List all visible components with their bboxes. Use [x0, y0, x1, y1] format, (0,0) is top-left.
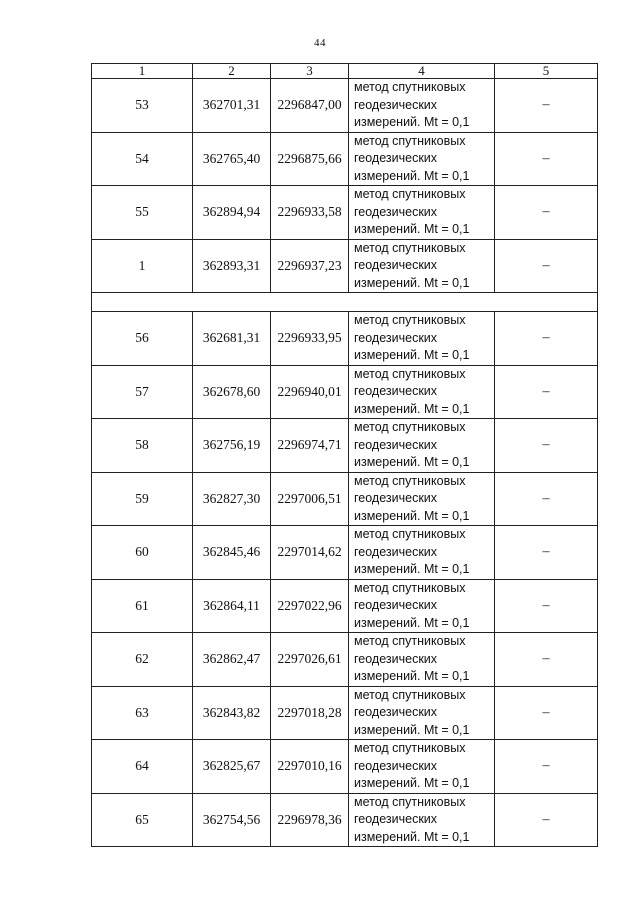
point-number-cell: 56 [92, 312, 193, 366]
method-line: метод спутниковых [354, 527, 466, 541]
method-line: измерений. Mt = 0,1 [354, 168, 470, 183]
method-line: метод спутниковых [354, 240, 466, 255]
point-number-cell: 63 [92, 686, 193, 740]
note-cell: – [495, 633, 598, 687]
method-line: измерений. Mt = 0,1 [354, 829, 470, 844]
method-line: измерений. Mt = 0,1 [354, 776, 470, 790]
method-line: геодезических [354, 384, 438, 398]
note-cell: – [495, 793, 598, 847]
method-line: измерений. Mt = 0,1 [354, 508, 470, 523]
table-row [92, 472, 598, 526]
method-line: геодезических [354, 812, 438, 826]
note-cell: – [495, 365, 598, 419]
method-line: метод спутниковых [354, 366, 466, 381]
column-header-note: 5 [495, 64, 598, 79]
table-body [92, 79, 598, 847]
point-number-cell: 61 [92, 579, 193, 633]
table-row [92, 365, 598, 419]
column-header-point: 1 [92, 64, 193, 79]
method-line: геодезических [354, 598, 438, 612]
method-line: метод спутниковых [354, 741, 466, 755]
column-header-x: 2 [193, 64, 271, 79]
y-coordinate-cell: 2296940,01 [271, 365, 349, 419]
x-coordinate-cell: 362825,67 [193, 740, 271, 794]
note-cell: – [495, 132, 598, 186]
column-header-y: 3 [271, 64, 349, 79]
method-line: метод спутниковых [354, 313, 466, 327]
point-number-cell: 54 [92, 132, 193, 186]
page-number: 44 [314, 37, 326, 49]
y-coordinate-cell: 2296937,23 [271, 239, 349, 293]
method-line: измерений. Mt = 0,1 [354, 275, 470, 290]
group-separator-cell [92, 293, 598, 312]
method-line: геодезических [354, 544, 438, 559]
y-coordinate-cell: 2296875,66 [271, 132, 349, 186]
table-row [92, 79, 598, 133]
y-coordinate-cell: 2297018,28 [271, 686, 349, 740]
method-cell [349, 419, 495, 473]
method-cell [349, 186, 495, 240]
x-coordinate-cell: 362843,82 [193, 686, 271, 740]
x-coordinate-cell: 362845,46 [193, 526, 271, 580]
coordinates-table [91, 63, 598, 847]
table-row [92, 686, 598, 740]
point-number-cell: 1 [92, 239, 193, 293]
x-coordinate-cell: 362681,31 [193, 312, 271, 366]
method-line: метод спутниковых [354, 634, 466, 648]
y-coordinate-cell: 2297022,96 [271, 579, 349, 633]
method-line: геодезических [354, 151, 438, 165]
point-number-cell: 58 [92, 419, 193, 473]
note-cell: – [495, 686, 598, 740]
method-line: измерений. Mt = 0,1 [354, 669, 470, 683]
y-coordinate-cell: 2297026,61 [271, 633, 349, 687]
point-number-cell: 64 [92, 740, 193, 794]
table-row [92, 793, 598, 847]
method-line: метод спутниковых [354, 187, 466, 201]
method-line: геодезических [354, 651, 438, 666]
y-coordinate-cell: 2296978,36 [271, 793, 349, 847]
note-cell: – [495, 239, 598, 293]
y-coordinate-cell: 2296933,58 [271, 186, 349, 240]
method-cell [349, 793, 495, 847]
y-coordinate-cell: 2296847,00 [271, 79, 349, 133]
point-number-cell: 65 [92, 793, 193, 847]
column-header-method: 4 [349, 64, 495, 79]
x-coordinate-cell: 362893,31 [193, 239, 271, 293]
x-coordinate-cell: 362765,40 [193, 132, 271, 186]
method-cell [349, 239, 495, 293]
method-line: геодезических [354, 437, 438, 452]
method-line: измерений. Mt = 0,1 [354, 562, 470, 576]
point-number-cell: 59 [92, 472, 193, 526]
y-coordinate-cell: 2297010,16 [271, 740, 349, 794]
note-cell: – [495, 579, 598, 633]
table-row [92, 579, 598, 633]
y-coordinate-cell: 2297014,62 [271, 526, 349, 580]
method-line: геодезических [354, 491, 438, 505]
table-row [92, 419, 598, 473]
method-line: измерений. Mt = 0,1 [354, 455, 470, 469]
method-line: измерений. Mt = 0,1 [354, 615, 470, 630]
method-line: метод спутниковых [354, 794, 466, 809]
point-number-cell: 60 [92, 526, 193, 580]
method-line: метод спутниковых [354, 420, 466, 434]
method-line: метод спутниковых [354, 80, 466, 94]
x-coordinate-cell: 362701,31 [193, 79, 271, 133]
method-cell [349, 312, 495, 366]
table-row [92, 740, 598, 794]
method-line: геодезических [354, 258, 438, 272]
note-cell: – [495, 186, 598, 240]
note-cell: – [495, 472, 598, 526]
note-cell: – [495, 419, 598, 473]
group-separator-row [92, 293, 598, 312]
method-cell [349, 365, 495, 419]
method-cell [349, 472, 495, 526]
table-row [92, 633, 598, 687]
note-cell: – [495, 79, 598, 133]
method-line: метод спутниковых [354, 687, 466, 702]
note-cell: – [495, 526, 598, 580]
method-line: метод спутниковых [354, 133, 466, 148]
point-number-cell: 62 [92, 633, 193, 687]
table-row [92, 239, 598, 293]
table-row [92, 132, 598, 186]
method-line: метод спутниковых [354, 473, 466, 488]
method-line: геодезических [354, 705, 438, 719]
table-row [92, 312, 598, 366]
method-cell [349, 633, 495, 687]
x-coordinate-cell: 362864,11 [193, 579, 271, 633]
y-coordinate-cell: 2296933,95 [271, 312, 349, 366]
method-cell [349, 740, 495, 794]
method-line: измерений. Mt = 0,1 [354, 401, 470, 416]
method-line: метод спутниковых [354, 580, 466, 595]
method-cell [349, 79, 495, 133]
x-coordinate-cell: 362894,94 [193, 186, 271, 240]
point-number-cell: 57 [92, 365, 193, 419]
table-header-row [92, 64, 598, 79]
note-cell: – [495, 312, 598, 366]
x-coordinate-cell: 362678,60 [193, 365, 271, 419]
point-number-cell: 53 [92, 79, 193, 133]
x-coordinate-cell: 362756,19 [193, 419, 271, 473]
table-row [92, 526, 598, 580]
method-line: измерений. Mt = 0,1 [354, 222, 470, 236]
method-line: измерений. Mt = 0,1 [354, 115, 470, 129]
method-cell [349, 132, 495, 186]
point-number-cell: 55 [92, 186, 193, 240]
method-line: измерений. Mt = 0,1 [354, 348, 470, 362]
method-line: геодезических [354, 204, 438, 219]
y-coordinate-cell: 2296974,71 [271, 419, 349, 473]
note-cell: – [495, 740, 598, 794]
method-line: геодезических [354, 97, 438, 112]
x-coordinate-cell: 362827,30 [193, 472, 271, 526]
method-cell [349, 686, 495, 740]
x-coordinate-cell: 362754,56 [193, 793, 271, 847]
method-line: измерений. Mt = 0,1 [354, 722, 470, 737]
method-cell [349, 526, 495, 580]
method-line: геодезических [354, 758, 438, 773]
method-line: геодезических [354, 330, 438, 345]
table-row [92, 186, 598, 240]
y-coordinate-cell: 2297006,51 [271, 472, 349, 526]
method-cell [349, 579, 495, 633]
x-coordinate-cell: 362862,47 [193, 633, 271, 687]
